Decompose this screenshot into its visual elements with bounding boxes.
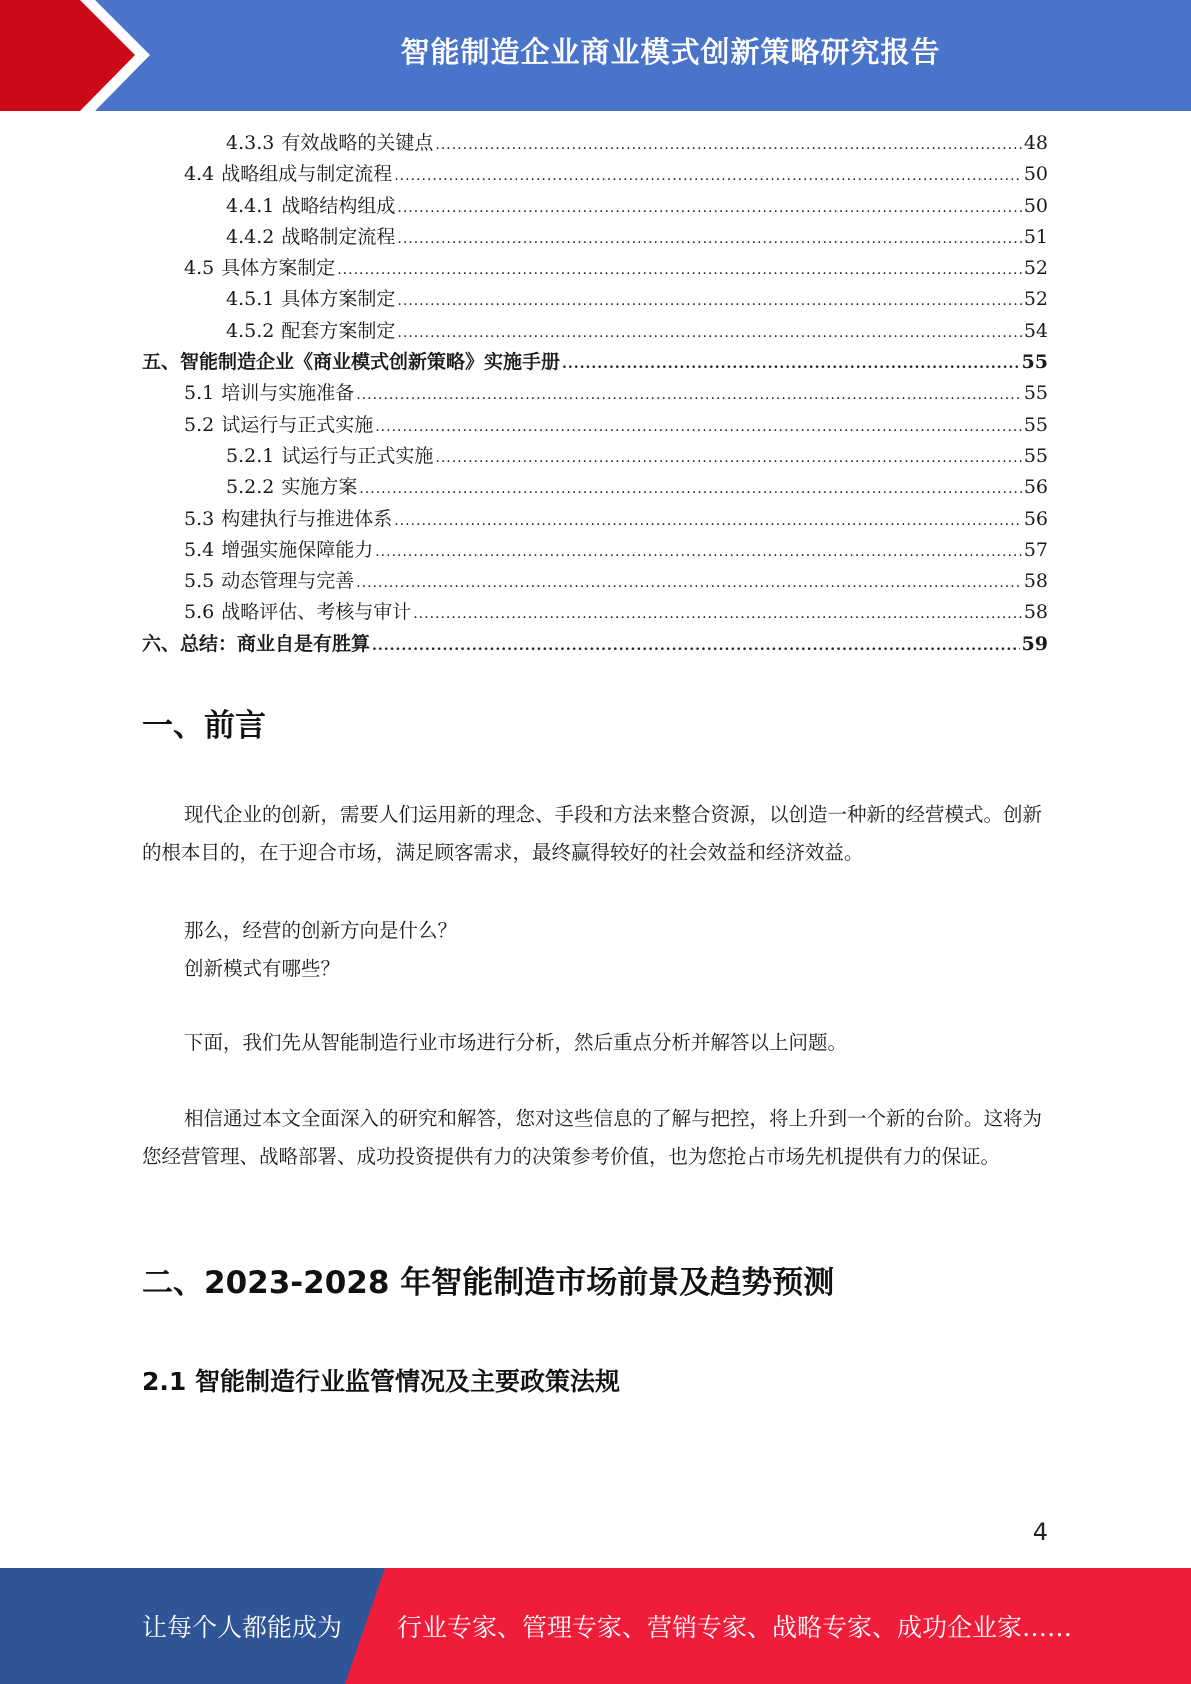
toc-entry-page: 52 bbox=[1023, 288, 1048, 311]
question-line: 那么，经营的创新方向是什么？ bbox=[184, 919, 458, 942]
toc-entry-title: 试运行与正式实施 bbox=[281, 444, 434, 467]
toc-entry-title: 动态管理与完善 bbox=[221, 570, 355, 593]
toc-dot-leader bbox=[356, 380, 1022, 411]
toc-entry-number: 五、 bbox=[142, 351, 181, 374]
toc-entry-title: 智能制造企业《商业模式创新策略》实施手册 bbox=[180, 351, 561, 374]
toc-entry-title: 战略组成与制定流程 bbox=[221, 163, 393, 186]
toc-entry-number: 5.5 bbox=[184, 570, 215, 593]
toc-entry-number: 5.2 bbox=[184, 413, 215, 436]
header-band bbox=[0, 0, 1191, 111]
page-number: 4 bbox=[1032, 1518, 1048, 1546]
toc-entry[interactable] bbox=[142, 378, 1048, 409]
toc-entry-number: 5.2.1 bbox=[226, 444, 275, 467]
toc-dot-leader bbox=[372, 631, 1020, 662]
paragraph: 现代企业的创新，需要人们运用新的理念、手段和方法来整合资源，以创造一种新的经营模式。创新的根本目的，在于迎合市场，满足顾客需求，最终赢得较好的社会效益和经济效益。 bbox=[142, 803, 1043, 864]
toc-entry[interactable] bbox=[142, 441, 1048, 472]
toc-dot-leader bbox=[356, 568, 1022, 599]
toc-entry-title: 战略结构组成 bbox=[281, 194, 396, 217]
toc-entry[interactable] bbox=[142, 597, 1048, 628]
toc-entry-page: 58 bbox=[1023, 570, 1048, 593]
toc-entry-page: 56 bbox=[1023, 507, 1048, 530]
toc-entry-title: 增强实施保障能力 bbox=[221, 538, 374, 561]
toc-entry-page: 55 bbox=[1023, 382, 1048, 405]
toc-dot-leader bbox=[435, 443, 1021, 474]
toc-entry-page: 57 bbox=[1023, 538, 1048, 561]
toc-dot-leader bbox=[359, 474, 1021, 505]
footer-slogan-right: 行业专家、管理专家、营销专家、战略专家、成功企业家…… bbox=[397, 1613, 1073, 1642]
paragraph: 相信通过本文全面深入的研究和解答，您对这些信息的了解与把控，将上升到一个新的台阶。这将为您经营管理、战略部署、成功投资提供有力的决策参考价值，也为您抢占市场先机提供有力的保证。 bbox=[142, 1107, 1043, 1168]
toc-entry-page: 55 bbox=[1023, 413, 1048, 436]
toc-entry-number: 5.3 bbox=[184, 507, 215, 530]
toc-entry-page: 50 bbox=[1023, 194, 1048, 217]
toc-entry-title: 总结：商业自是有胜算 bbox=[180, 632, 371, 655]
question-line: 创新模式有哪些？ bbox=[184, 957, 341, 980]
toc-entry[interactable] bbox=[142, 159, 1048, 190]
toc-entry-page: 59 bbox=[1021, 632, 1048, 655]
toc-entry[interactable] bbox=[142, 566, 1048, 597]
toc-dot-leader bbox=[375, 537, 1022, 568]
footer-band bbox=[0, 1568, 1191, 1684]
toc-dot-leader bbox=[337, 255, 1022, 286]
toc-entry-page: 51 bbox=[1023, 225, 1048, 248]
table-of-contents bbox=[142, 128, 1048, 660]
toc-entry-title: 试运行与正式实施 bbox=[221, 413, 374, 436]
toc-entry[interactable] bbox=[142, 222, 1048, 253]
toc-entry-number: 5.4 bbox=[184, 538, 215, 561]
toc-entry[interactable] bbox=[142, 629, 1048, 660]
toc-entry-number: 4.5 bbox=[184, 257, 215, 280]
section-heading-preface: 一、前言 bbox=[142, 708, 266, 744]
toc-entry[interactable] bbox=[142, 128, 1048, 159]
toc-entry-title: 培训与实施准备 bbox=[221, 382, 355, 405]
section-heading-forecast: 二、2023-2028 年智能制造市场前景及趋势预测 bbox=[142, 1265, 835, 1301]
toc-dot-leader bbox=[413, 599, 1022, 630]
toc-dot-leader bbox=[435, 130, 1021, 161]
toc-dot-leader bbox=[397, 318, 1021, 349]
toc-dot-leader bbox=[394, 506, 1022, 537]
toc-entry[interactable] bbox=[142, 410, 1048, 441]
header-chevron-decoration bbox=[0, 0, 160, 111]
toc-entry[interactable] bbox=[142, 535, 1048, 566]
toc-entry-title: 构建执行与推进体系 bbox=[221, 507, 393, 530]
toc-entry-page: 50 bbox=[1023, 163, 1048, 186]
toc-entry-page: 55 bbox=[1023, 444, 1048, 467]
toc-dot-leader bbox=[394, 161, 1022, 192]
subsection-heading: 2.1 智能制造行业监管情况及主要政策法规 bbox=[142, 1367, 620, 1396]
toc-entry-title: 具体方案制定 bbox=[221, 257, 336, 280]
toc-entry-title: 战略评估、考核与审计 bbox=[221, 601, 412, 624]
toc-entry-number: 六、 bbox=[142, 632, 181, 655]
toc-entry[interactable] bbox=[142, 284, 1048, 315]
toc-entry-page: 48 bbox=[1023, 132, 1048, 154]
toc-entry-page: 56 bbox=[1023, 476, 1048, 499]
footer-slogan-left: 让每个人都能成为 bbox=[142, 1613, 343, 1642]
toc-entry[interactable] bbox=[142, 472, 1048, 503]
toc-entry-page: 52 bbox=[1023, 257, 1048, 280]
toc-entry[interactable] bbox=[142, 191, 1048, 222]
toc-entry[interactable] bbox=[142, 253, 1048, 284]
toc-dot-leader bbox=[397, 193, 1021, 224]
toc-entry[interactable] bbox=[142, 347, 1048, 378]
report-title: 智能制造企业商业模式创新策略研究报告 bbox=[400, 34, 941, 69]
toc-entry-page: 54 bbox=[1023, 319, 1048, 342]
toc-entry-title: 配套方案制定 bbox=[281, 319, 396, 342]
toc-entry-page: 55 bbox=[1021, 351, 1048, 374]
toc-entry-title: 具体方案制定 bbox=[281, 288, 396, 311]
toc-entry-number: 4.5.1 bbox=[226, 288, 275, 311]
toc-dot-leader bbox=[397, 224, 1021, 255]
toc-entry[interactable] bbox=[142, 316, 1048, 347]
toc-dot-leader bbox=[562, 349, 1020, 380]
toc-entry-number: 4.5.2 bbox=[226, 319, 275, 342]
toc-dot-leader bbox=[375, 412, 1022, 443]
toc-entry-title: 有效战略的关键点 bbox=[281, 132, 434, 154]
toc-entry-page: 58 bbox=[1023, 601, 1048, 624]
toc-entry-number: 5.6 bbox=[184, 601, 215, 624]
toc-entry-number: 4.4.1 bbox=[226, 194, 275, 217]
toc-entry-number: 5.2.2 bbox=[226, 476, 275, 499]
toc-entry[interactable] bbox=[142, 504, 1048, 535]
toc-entry-title: 战略制定流程 bbox=[281, 225, 396, 248]
toc-entry-number: 4.4 bbox=[184, 163, 215, 186]
paragraph: 下面，我们先从智能制造行业市场进行分析，然后重点分析并解答以上问题。 bbox=[184, 1031, 848, 1054]
toc-entry-title: 实施方案 bbox=[281, 476, 358, 499]
toc-entry-number: 4.4.2 bbox=[226, 225, 275, 248]
toc-entry-number: 4.3.3 bbox=[226, 132, 275, 154]
toc-dot-leader bbox=[397, 286, 1021, 317]
toc-entry-number: 5.1 bbox=[184, 382, 215, 405]
